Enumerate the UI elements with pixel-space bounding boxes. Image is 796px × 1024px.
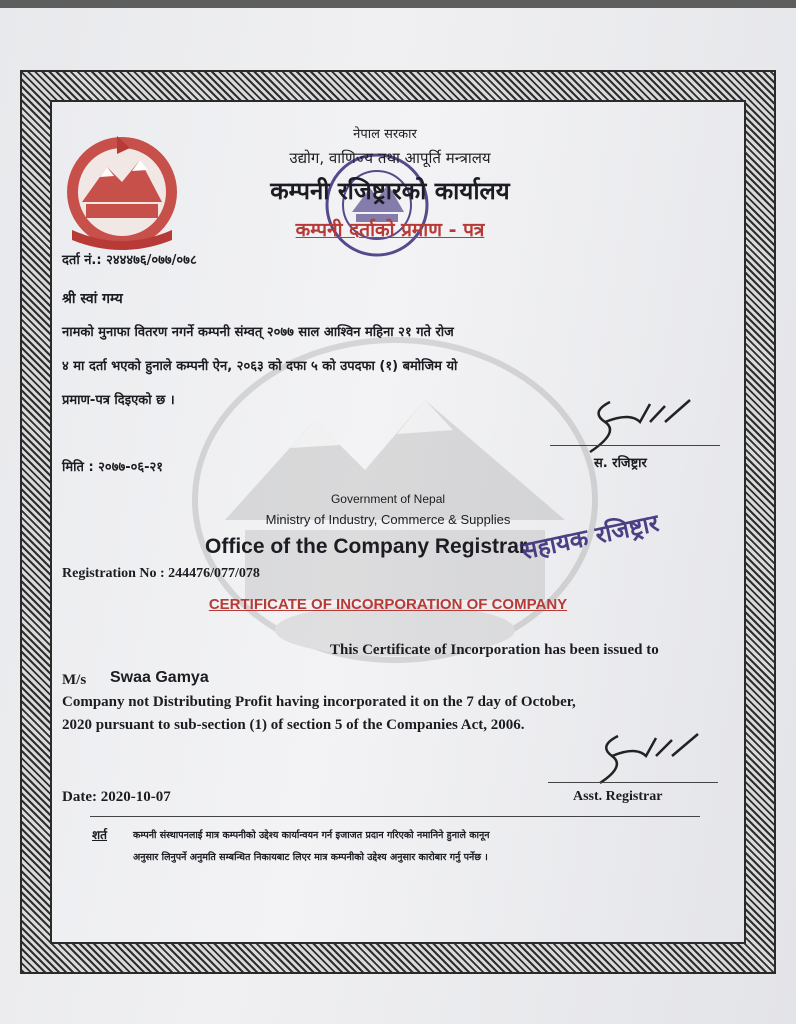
nepali-company-name: श्री स्वां गम्य xyxy=(62,291,123,307)
english-govt-heading: Government of Nepal xyxy=(330,492,446,506)
signature-line-nepali xyxy=(550,445,720,446)
nepali-body-line-3: प्रमाण-पत्र दिइएको छ । xyxy=(62,393,175,408)
condition-line-2: अनुसार लिनुपर्ने अनुमति सम्बन्धित निकायबाट लिएर मात्र कम्पनीको उद्देश्य अनुसार कारोबार गर्नु पर्नेछ । xyxy=(133,852,488,863)
nepali-registration-number: दर्ता नं.: २४४४७६/०७७/०७८ xyxy=(62,253,197,268)
issued-statement: This Certificate of Incorporation has been issued to xyxy=(330,642,659,658)
condition-line-1: कम्पनी संस्थापनलाई मात्र कम्पनीको उद्देश्य कार्यान्वयन गर्न इजाजत प्रदान गरिएको नमानिने हुनाले कानून xyxy=(133,830,490,841)
ms-label: M/s xyxy=(62,672,87,688)
assistant-registrar-stamp: सहायक रजिष्ट्रार xyxy=(518,508,662,566)
english-office-heading: Office of the Company Registrar xyxy=(205,535,528,558)
english-body-line-2: 2020 pursuant to sub-section (1) of section 5 of the Companies Act, 2006. xyxy=(62,717,525,733)
nepali-body-line-1: नामको मुनाफा वितरण नगर्ने कम्पनी संम्वत् २०७७ साल आश्विन महिना २१ गते रोज xyxy=(62,325,454,340)
signature-english-icon xyxy=(580,728,720,788)
signature-nepali-icon xyxy=(570,392,710,462)
nepali-date: मिति : २०७७-०६-२१ xyxy=(62,460,164,475)
english-company-name: Swaa Gamya xyxy=(110,669,209,686)
english-certificate-title: CERTIFICATE OF INCORPORATION OF COMPANY xyxy=(208,596,568,613)
nepali-office-heading: कम्पनी रजिष्ट्रारको कार्यालय xyxy=(270,177,510,205)
nepali-govt-heading: नेपाल सरकार xyxy=(353,127,417,142)
condition-label: शर्त xyxy=(92,828,108,842)
nepal-emblem-icon xyxy=(62,132,182,252)
nepali-ministry-heading: उद्योग, वाणिज्य तथा आपूर्ति मन्त्रालय xyxy=(289,149,491,167)
background-strip xyxy=(0,0,796,8)
english-date: Date: 2020-10-07 xyxy=(62,789,171,805)
english-body-line-1: Company not Distributing Profit having incorporated it on the 7 day of October, xyxy=(62,694,576,710)
nepali-registrar-title: स. रजिष्ट्रार xyxy=(594,456,647,471)
english-registration-number: Registration No : 244476/077/078 xyxy=(62,566,260,581)
divider-line xyxy=(90,816,700,817)
nepali-certificate-title: कम्पनी दर्ताको प्रमाण - पत्र xyxy=(295,219,485,241)
signature-line-english xyxy=(548,782,718,783)
english-registrar-title: Asst. Registrar xyxy=(573,789,663,804)
english-ministry-heading: Ministry of Industry, Commerce & Supplies xyxy=(265,512,511,527)
nepali-body-line-2: ४ मा दर्ता भएको हुनाले कम्पनी ऐन, २०६३ को दफा ५ को उपदफा (१) बमोजिम यो xyxy=(62,359,458,374)
